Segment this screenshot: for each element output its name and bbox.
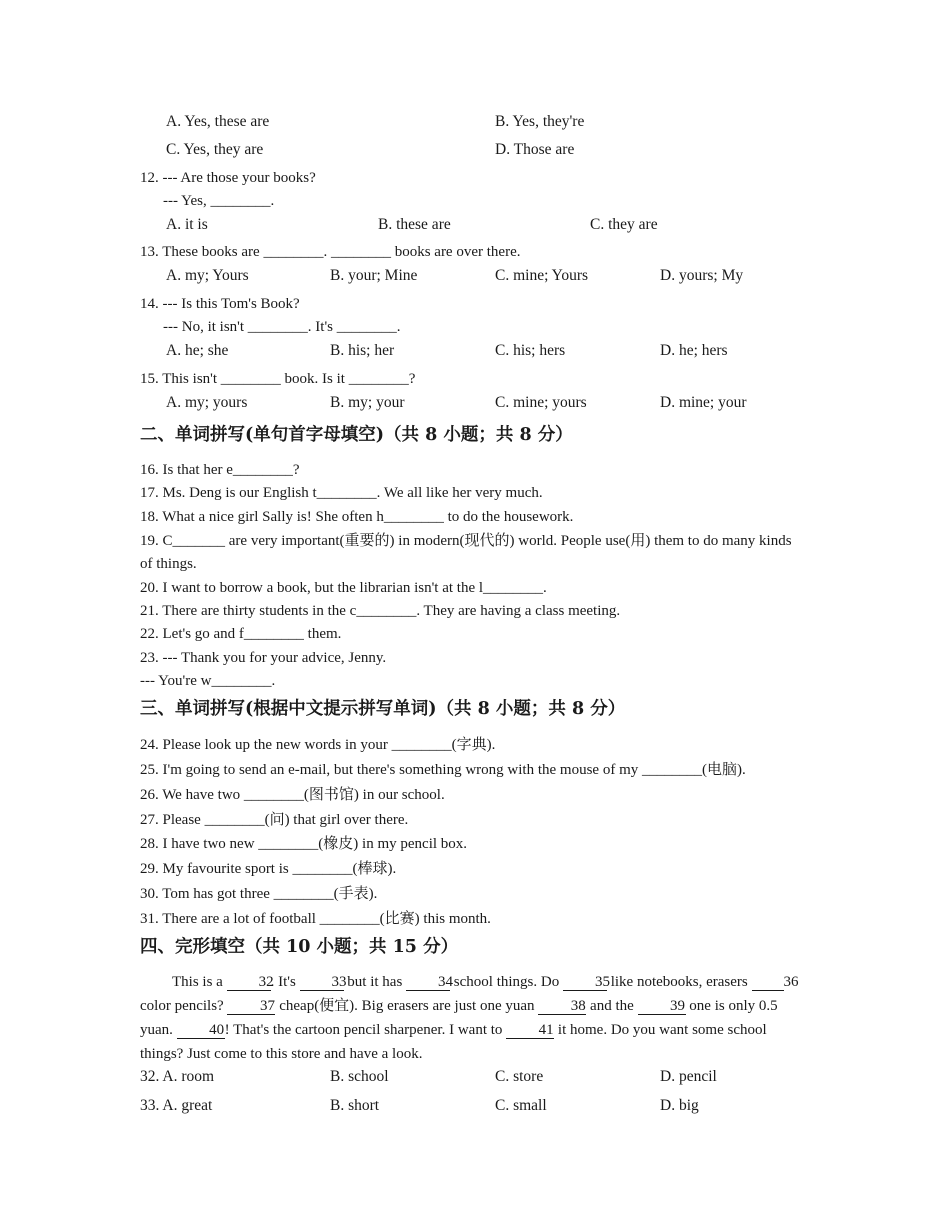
passage-text: but it has	[343, 974, 407, 990]
q13-option-c: C. mine; Yours	[495, 267, 589, 284]
q33-option-d: D. big	[660, 1097, 699, 1114]
q31-line: 31. There are a lot of football ________(比赛) this month.	[140, 911, 491, 927]
passage-text: color pencils?	[140, 998, 228, 1014]
q27-line: 27. Please ________(问) that girl over there.	[140, 812, 409, 828]
blank-38: 38	[538, 998, 586, 1015]
q32-option-d: D. pencil	[660, 1068, 717, 1085]
q13-stem: 13. These books are ________. ________ books are over there.	[140, 244, 521, 260]
q11-option-b: B. Yes, they're	[495, 113, 585, 130]
passage-text: ! That's the cartoon pencil sharpener. I want to	[224, 1022, 507, 1038]
q32-option-a: 32. A. room	[140, 1068, 215, 1085]
passage-text: This is a	[172, 974, 227, 990]
blank-40: 40	[177, 1022, 225, 1039]
blank-36: 36	[752, 974, 784, 991]
passage-text: and the	[586, 998, 638, 1014]
blank-39: 39	[638, 998, 686, 1015]
q15-option-d: D. mine; your	[660, 394, 747, 411]
passage-text: like notebooks, erasers	[606, 974, 752, 990]
q14-stem: 14. --- Is this Tom's Book?	[140, 296, 300, 312]
q23-reply: --- You're w________.	[140, 673, 276, 689]
cloze-passage	[140, 970, 812, 1066]
q24-line: 24. Please look up the new words in your ________(字典).	[140, 737, 496, 753]
blank-34: 34	[406, 974, 450, 991]
q14-reply: --- No, it isn't ________. It's ________.	[163, 319, 401, 335]
passage-text: one is only 0.5 yuan.	[140, 998, 778, 1038]
blank-35: 35	[563, 974, 607, 991]
q15-stem: 15. This isn't ________ book. Is it ________?	[140, 371, 416, 387]
q26-line: 26. We have two ________(图书馆) in our school.	[140, 787, 445, 803]
q33-option-c: C. small	[495, 1097, 547, 1114]
blank-33: 33	[300, 974, 344, 991]
q33-option-b: B. short	[330, 1097, 380, 1114]
q32-option-c: C. store	[495, 1068, 544, 1085]
q11-option-c: C. Yes, they are	[166, 141, 264, 158]
q12-option-c: C. they are	[590, 216, 658, 233]
q14-option-d: D. he; hers	[660, 342, 728, 359]
q13-option-d: D. yours; My	[660, 267, 744, 284]
passage-text: school things. Do	[450, 974, 563, 990]
q16-line: 16. Is that her e________?	[140, 462, 300, 478]
q28-line: 28. I have two new ________(橡皮) in my pencil box.	[140, 836, 468, 852]
q19-line: 19. C_______ are very important(重要的) in modern(现代的) world. People use(用) them to do many kinds	[140, 533, 792, 549]
section-4-title: 四、完形填空（共 10 小题；共 15 分）	[140, 937, 459, 957]
blank-37: 37	[227, 998, 275, 1015]
q32-option-b: B. school	[330, 1068, 389, 1085]
blank-32: 32	[227, 974, 271, 991]
q14-option-c: C. his; hers	[495, 342, 566, 359]
q15-option-c: C. mine; yours	[495, 394, 587, 411]
q15-option-b: B. my; your	[330, 394, 405, 411]
q11-option-a: A. Yes, these are	[166, 113, 270, 130]
q21-line: 21. There are thirty students in the c________. They are having a class meeting.	[140, 603, 621, 619]
q14-option-b: B. his; her	[330, 342, 395, 359]
q29-line: 29. My favourite sport is ________(棒球).	[140, 861, 397, 877]
section-3-title: 三、单词拼写(根据中文提示拼写单词)（共 8 小题；共 8 分）	[140, 699, 626, 719]
passage-text: cheap(便宜). Big erasers are just one yuan	[275, 998, 539, 1014]
q14-option-a: A. he; she	[166, 342, 229, 359]
section-2-title: 二、单词拼写(单句首字母填空)（共 8 小题；共 8 分）	[140, 425, 573, 445]
passage-text: . It's	[270, 974, 300, 990]
q12-option-b: B. these are	[378, 216, 451, 233]
q13-option-b: B. your; Mine	[330, 267, 418, 284]
q33-option-a: 33. A. great	[140, 1097, 213, 1114]
q12-stem: 12. --- Are those your books?	[140, 170, 316, 186]
q17-line: 17. Ms. Deng is our English t________. We all like her very much.	[140, 485, 543, 501]
passage-text: it home. Do you want some school things? Just come to this store and have a look.	[140, 1022, 767, 1062]
q25-line: 25. I'm going to send an e-mail, but there's something wrong with the mouse of my ________(电脑).	[140, 762, 746, 778]
q12-reply: --- Yes, ________.	[163, 193, 275, 209]
q12-option-a: A. it is	[166, 216, 208, 233]
blank-41: 41	[506, 1022, 554, 1039]
q18-line: 18. What a nice girl Sally is! She often h________ to do the housework.	[140, 509, 574, 525]
q22-line: 22. Let's go and f________ them.	[140, 626, 342, 642]
q11-option-d: D. Those are	[495, 141, 575, 158]
q30-line: 30. Tom has got three ________(手表).	[140, 886, 378, 902]
q19-line-cont: of things.	[140, 556, 197, 572]
q20-line: 20. I want to borrow a book, but the librarian isn't at the l________.	[140, 580, 547, 596]
q13-option-a: A. my; Yours	[166, 267, 249, 284]
q15-option-a: A. my; yours	[166, 394, 248, 411]
q23-line: 23. --- Thank you for your advice, Jenny.	[140, 650, 387, 666]
